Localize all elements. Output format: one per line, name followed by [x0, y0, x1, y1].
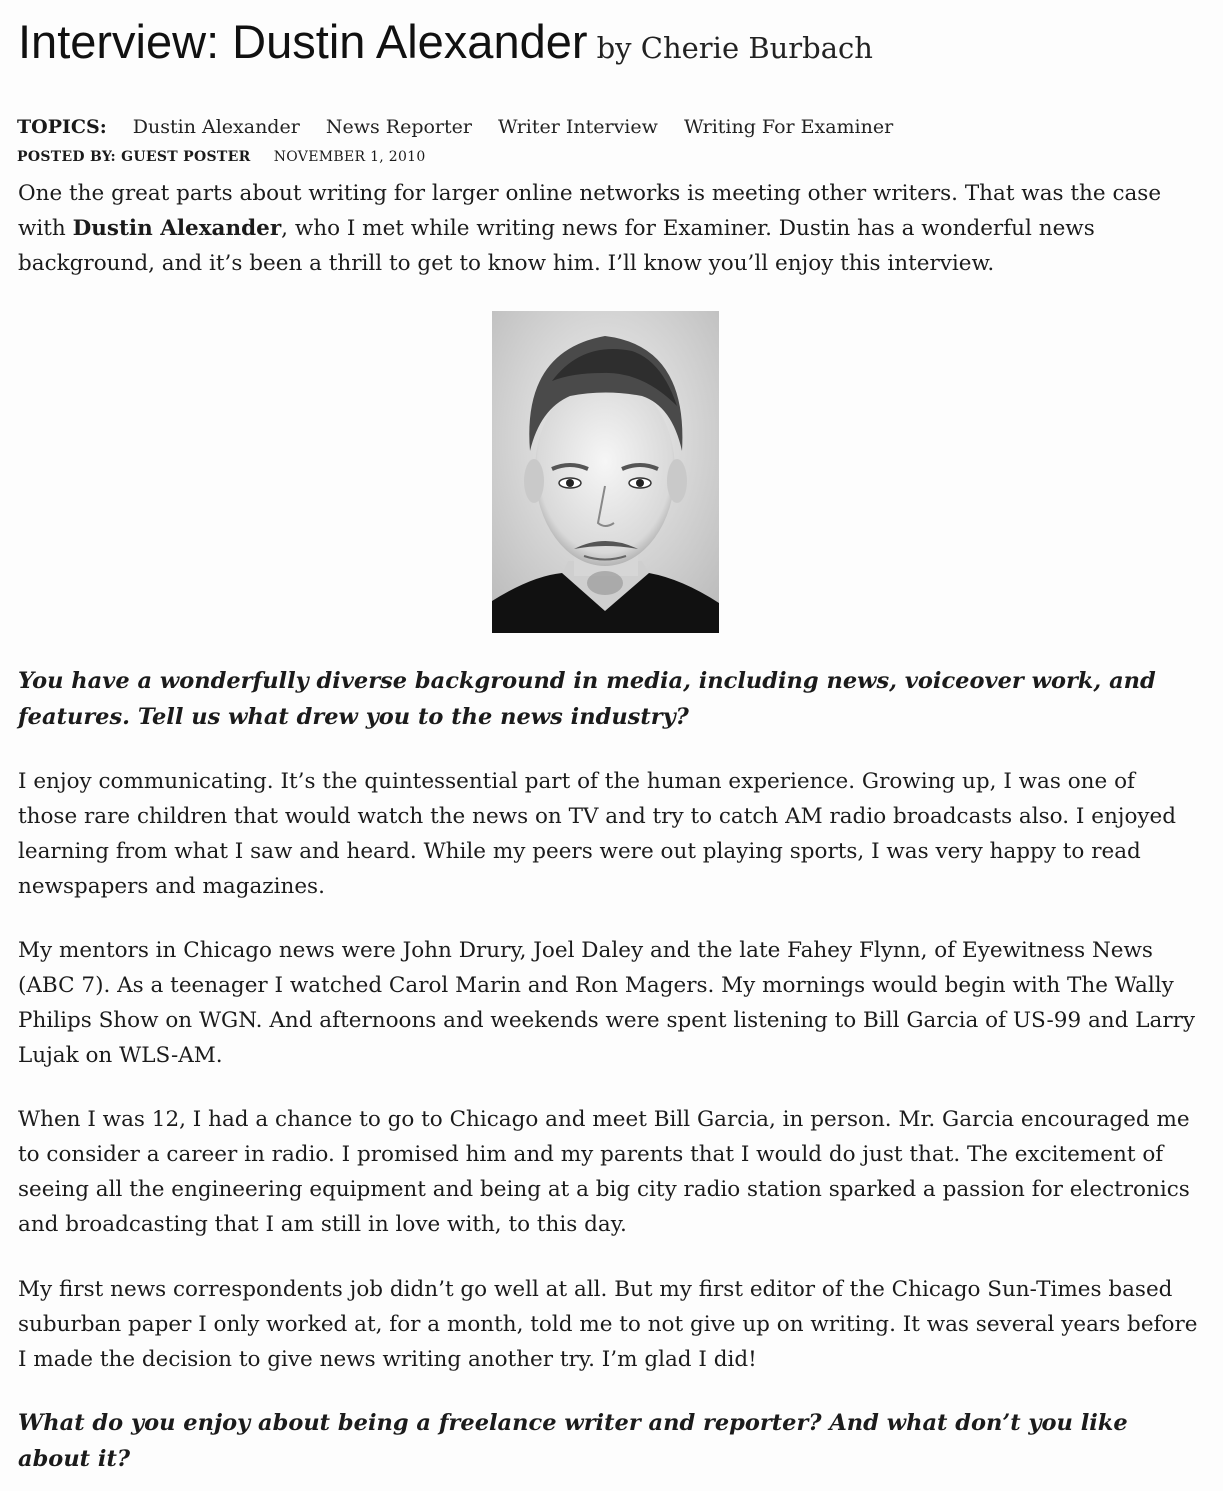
article-title: Interview: Dustin Alexander — [18, 15, 588, 68]
question-1: You have a wonderfully diverse background in media, including news, voiceover work, and features. Tell us what drew you to the news industry? — [18, 668, 1156, 730]
posted-by: POSTED BY: GUEST POSTER — [17, 149, 251, 165]
post-meta — [17, 149, 426, 165]
portrait-illustration — [492, 311, 719, 633]
topic-link[interactable]: Writer Interview — [498, 116, 658, 138]
post-date: NOVEMBER 1, 2010 — [273, 149, 426, 165]
topic-link[interactable]: News Reporter — [325, 116, 472, 138]
topic-link[interactable]: Dustin Alexander — [132, 116, 300, 138]
topics-label: TOPICS: — [17, 116, 107, 138]
portrait-photo — [492, 311, 719, 633]
intro-text-2: , who I met while writing news for Examiner. Dustin has a wonderful news background, and it’s been a thrill to get to know him. I’ll know you’ll enjoy this interview. — [18, 216, 1095, 276]
topics-bar — [17, 116, 913, 138]
question-2: What do you enjoy about being a freelance writer and reporter? And what don’t you like about it? — [18, 1410, 1128, 1472]
article-byline: by Cherie Burbach — [596, 31, 873, 65]
answer-paragraph-4: My first news correspondents job didn’t go well at all. But my first editor of the Chicago Sun-Times based suburban paper I only worked at, for a month, told me to not give up on writing. It was several years before I made the decision to give news writing another try. I’m glad I did! — [18, 1277, 1198, 1372]
title-row — [18, 14, 873, 69]
answer-paragraph-3: When I was 12, I had a chance to go to Chicago and meet Bill Garcia, in person. Mr. Garcia encouraged me to consider a career in radio. I promised him and my parents that I would do just that. The excitement of seeing all the engineering equipment and being at a big city radio station sparked a passion for electronics and broadcasting that I am still in love with, to this day. — [18, 1107, 1190, 1237]
topic-link[interactable]: Writing For Examiner — [683, 116, 894, 138]
answer-paragraph-2: My mentors in Chicago news were John Drury, Joel Daley and the late Fahey Flynn, of Eyewitness News (ABC 7). As a teenager I watched Carol Marin and Ron Magers. My mornings would begin with The Wally Philips Show on WGN. And afternoons and weekends were spent listening to Bill Garcia of US-99 and Larry Lujak on WLS-AM. — [18, 938, 1196, 1068]
intro-text-1: One the great parts about writing for larger online networks is meeting other writers. That was the case with — [18, 181, 1162, 241]
intro-paragraph — [18, 176, 1198, 281]
answer-paragraph-1: I enjoy communicating. It’s the quintessential part of the human experience. Growing up, I was one of those rare children that would watch the news on TV and try to catch AM radio broadcasts also. I enjoyed learning from what I saw and heard. While my peers were out playing sports, I was very happy to read newspapers and magazines. — [18, 769, 1177, 899]
intro-name: Dustin Alexander — [72, 216, 282, 241]
